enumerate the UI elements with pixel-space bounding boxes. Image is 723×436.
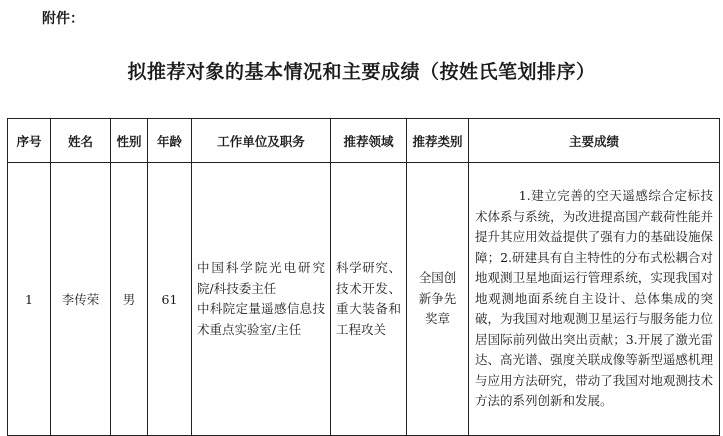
unit-line-1: 中国科学院光电研究院/科技委主任 xyxy=(197,260,325,296)
cell-field: 科学研究、技术开发、重大装备和工程攻关 xyxy=(331,163,407,436)
table-row xyxy=(8,163,720,436)
header-row xyxy=(8,119,720,163)
cell-achievements xyxy=(469,163,720,436)
header-index: 序号 xyxy=(8,119,51,163)
header-gender: 性别 xyxy=(111,119,148,163)
cell-name: 李传荣 xyxy=(51,163,111,436)
header-achievements: 主要成绩 xyxy=(469,119,720,163)
cell-category: 全国创新争先奖章 xyxy=(407,163,469,436)
header-category: 推荐类别 xyxy=(407,119,469,163)
cell-index: 1 xyxy=(8,163,51,436)
header-field: 推荐领域 xyxy=(331,119,407,163)
nominee-table xyxy=(7,118,720,436)
cell-unit xyxy=(192,163,331,436)
header-age: 年龄 xyxy=(148,119,192,163)
header-unit: 工作单位及职务 xyxy=(192,119,331,163)
cell-gender: 男 xyxy=(111,163,148,436)
attachment-label: 附件： xyxy=(42,11,84,27)
achievements-text: 1.建立完善的空天遥感综合定标技术体系与系统，为改进提高国产载荷性能并提升其应用效益提供了强有力的基础设施保障；2.研建具有自主特性的分布式松耦合对地观测卫星地面运行管理系统，实现我国对地观测地面系统自主设计、总体集成的突破，为我国对地观测卫星运行与服务能力位居国际前列做出突出贡献；3.开展了激光雷达、高光谱、强度关联成像等新型遥感机理与应用方法研究，带动了我国对地观测技术方法的系列创新和发展。 xyxy=(475,188,713,409)
cell-age: 61 xyxy=(148,163,192,436)
header-name: 姓名 xyxy=(51,119,111,163)
document-title: 拟推荐对象的基本情况和主要成绩（按姓氏笔划排序） xyxy=(127,61,596,83)
unit-line-2: 中科院定量遥感信息技术重点实验室/主任 xyxy=(197,301,325,337)
